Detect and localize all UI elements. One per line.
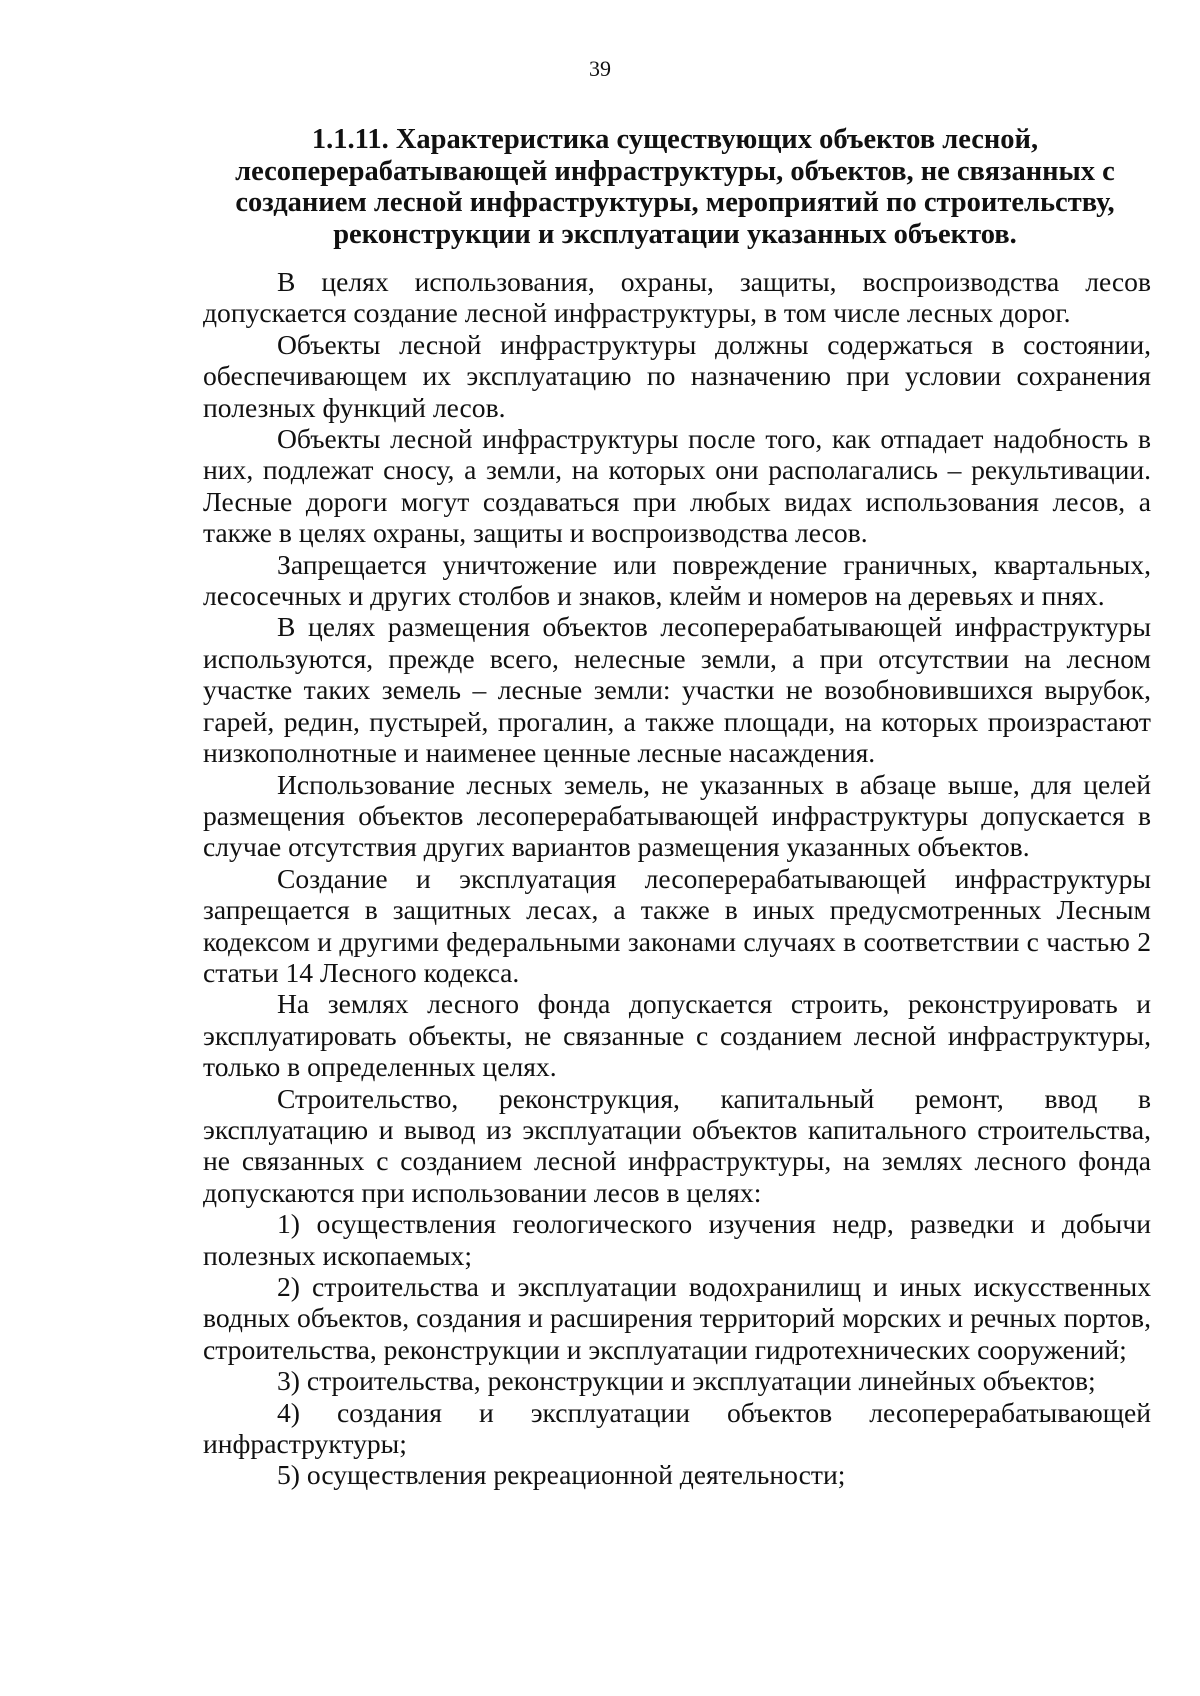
list-item: 2) строительства и эксплуатации водохранилищ и иных искусственных водных объектов, создания и расширения территорий морских и речных портов, строительства, реконструкции и эксплуатации гидротехнических сооружений;	[203, 1271, 1151, 1365]
section-heading: 1.1.11. Характеристика существующих объектов лесной, лесоперерабатывающей инфраструктуры, объектов, не связанных с созданием лесной инфраструктуры, мероприятий по строительству, реконструкции и эксплуатации указанных объектов.	[235, 124, 1115, 250]
list-item: 1) осуществления геологического изучения недр, разведки и добычи полезных ископаемых;	[203, 1208, 1151, 1271]
paragraph: Строительство, реконструкция, капитальный ремонт, ввод в эксплуатацию и вывод из эксплуатации объектов капитального строительства, не связанных с созданием лесной инфраструктуры, на землях лесного фонда допускаются при использовании лесов в целях:	[203, 1082, 1151, 1208]
paragraph: Создание и эксплуатация лесоперерабатывающей инфраструктуры запрещается в защитных лесах, а также в иных предусмотренных Лесным кодексом и другими федеральными законами случаях в соответствии с частью 2 статьи 14 Лесного кодекса.	[203, 862, 1151, 988]
list-item: 4) создания и эксплуатации объектов лесоперерабатывающей инфраструктуры;	[203, 1396, 1151, 1460]
page-number: 39	[589, 56, 611, 81]
paragraph: На землях лесного фонда допускается строить, реконструировать и эксплуатировать объекты, не связанные с созданием лесной инфраструктуры, только в определенных целях.	[203, 988, 1151, 1083]
paragraph: В целях размещения объектов лесоперерабатывающей инфраструктуры используются, прежде всего, нелесные земли, а при отсутствии на лесном участке таких земель – лесные земли: участки не возобновившихся вырубок, гарей, редин, пустырей, прогалин, а также площади, на которых произрастают низкополнотные и наименее ценные лесные насаждения.	[203, 611, 1151, 769]
list-item: 3) строительства, реконструкции и эксплуатации линейных объектов;	[277, 1365, 1096, 1397]
paragraph: В целях использования, охраны, защиты, воспроизводства лесов допускается создание лесной инфраструктуры, в том числе лесных дорог.	[203, 266, 1151, 329]
body-text	[203, 266, 1151, 1491]
paragraph: Запрещается уничтожение или повреждение граничных, квартальных, лесосечных и других столбов и знаков, клейм и номеров на деревьях и пнях.	[203, 548, 1151, 612]
paragraph: Объекты лесной инфраструктуры после того, как отпадает надобность в них, подлежат сносу, а земли, на которых они располагались – рекультивации. Лесные дороги могут создаваться при любых видах использования лесов, а также в целях охраны, защиты и воспроизводства лесов.	[203, 423, 1151, 549]
paragraph: Объекты лесной инфраструктуры должны содержаться в состоянии, обеспечивающем их эксплуатацию по назначению при условии сохранения полезных функций лесов.	[203, 328, 1151, 423]
list-item: 5) осуществления рекреационной деятельности;	[277, 1459, 846, 1491]
paragraph: Использование лесных земель, не указанных в абзаце выше, для целей размещения объектов лесоперерабатывающей инфраструктуры допускается в случае отсутствия других вариантов размещения указанных объектов.	[203, 768, 1151, 863]
